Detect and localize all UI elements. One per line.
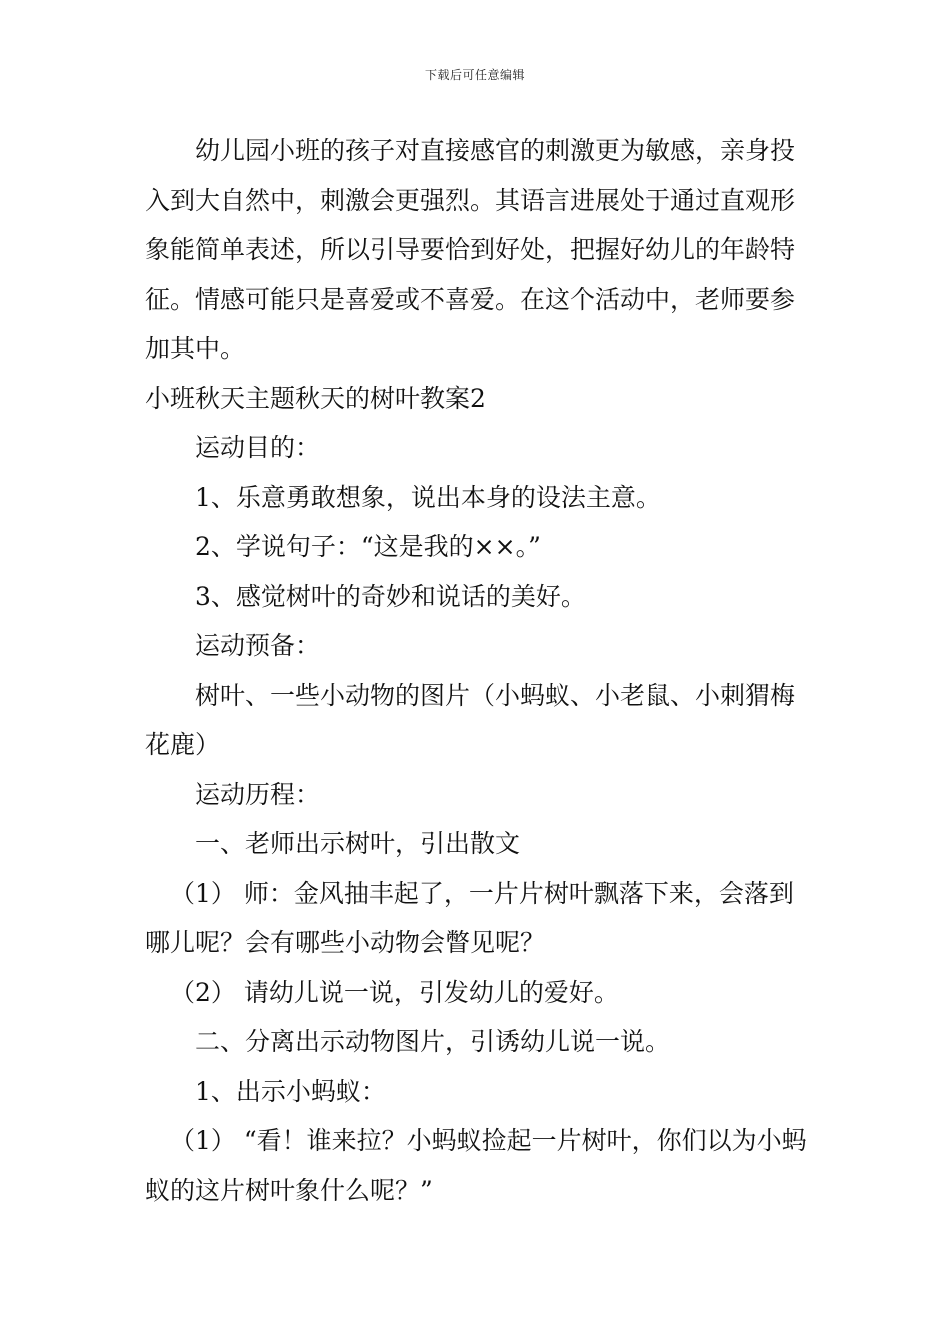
process-step-1: 一、老师出示树叶，引出散文 — [195, 829, 521, 858]
preparation-heading: 运动预备： — [195, 631, 321, 660]
process-step-2-item-1-detail-1: （1） “看！谁来拉？小蚂蚁捡起一片树叶，你们以为小蚂蚁的这片树叶象什么呢？” — [145, 1126, 807, 1205]
goal-item-1: 1、乐意勇敢想象，说出本身的设法主意。 — [195, 482, 661, 512]
goals-heading: 运动目的： — [195, 433, 321, 462]
goal-item-2: 2、学说句子：“这是我的××。” — [195, 532, 541, 561]
process-step-1-detail-1: （1） 师：金风抽丰起了，一片片树叶飘落下来，会落到哪儿呢？会有哪些小动物会瞥见呢？ — [145, 878, 794, 957]
intro-paragraph: 幼儿园小班的孩子对直接感官的刺激更为敏感，亲身投入到大自然中，刺激会更强烈。其语言进展处于通过直观形象能简单表述，所以引导要恰到好处，把握好幼儿的年龄特征。情感可能只是喜爱或不喜爱。在这个活动中，老师要参加其中。 — [145, 136, 796, 363]
section-title: 小班秋天主题秋天的树叶教案2 — [145, 383, 486, 413]
process-step-2-item-1: 1、出示小蚂蚁： — [195, 1076, 386, 1106]
process-step-1-detail-2: （2） 请幼儿说一说，引发幼儿的爱好。 — [170, 977, 619, 1007]
preparation-text: 树叶、一些小动物的图片（小蚂蚁、小老鼠、小刺猬梅花鹿） — [145, 680, 796, 759]
goal-item-3: 3、感觉树叶的奇妙和说话的美好。 — [195, 581, 586, 611]
document-body — [145, 126, 807, 1215]
process-step-2: 二、分离出示动物图片，引诱幼儿说一说。 — [195, 1027, 671, 1056]
process-heading: 运动历程： — [195, 779, 321, 809]
header-note: 下载后可任意编辑 — [424, 68, 525, 82]
